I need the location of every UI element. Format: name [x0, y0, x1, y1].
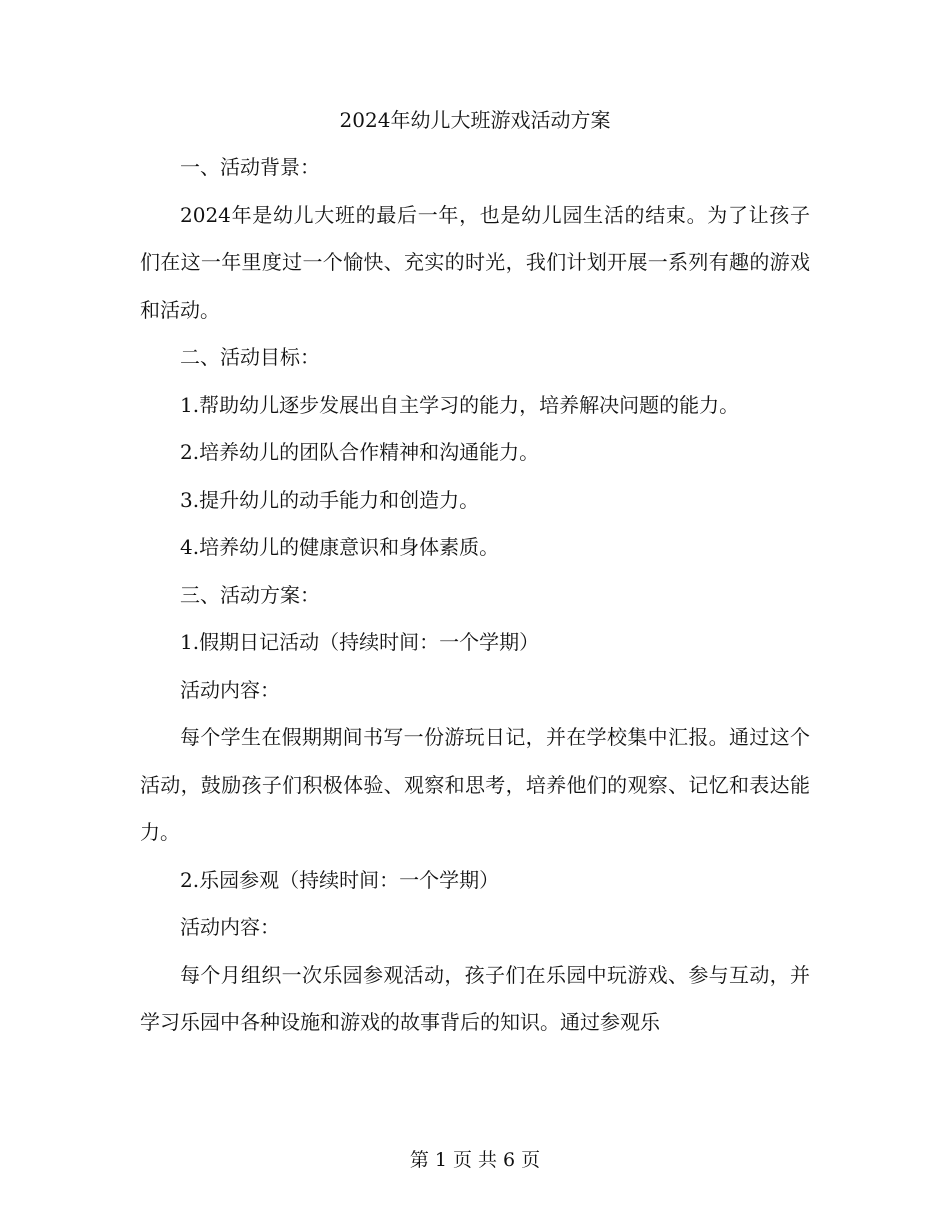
activity-description: 每个月组织一次乐园参观活动，孩子们在乐园中玩游戏、参与互动，并学习乐园中各种设施和游戏的故事背后的知识。通过参观乐 — [140, 962, 810, 1034]
paragraph-background: 2024年是幼儿大班的最后一年，也是幼儿园生活的结束。为了让孩子们在这一年里度过一个愉快、充实的时光，我们计划开展一系列有趣的游戏和活动。 — [140, 202, 810, 322]
activity-description: 每个学生在假期期间书写一份游玩日记，并在学校集中汇报。通过这个活动，鼓励孩子们积极体验、观察和思考，培养他们的观察、记忆和表达能力。 — [140, 725, 810, 844]
section-heading-background: 一、活动背景： — [180, 155, 320, 179]
page-number-footer: 第 1 页 共 6 页 — [409, 1149, 541, 1171]
activity-content-label: 活动内容： — [180, 915, 280, 939]
activity-title: 2.乐园参观（持续时间：一个学期） — [180, 867, 500, 892]
document-body — [140, 97, 810, 1047]
document-title: 2024年幼儿大班游戏活动方案 — [339, 108, 611, 132]
section-heading-goals: 二、活动目标： — [180, 345, 320, 369]
goal-item: 4.培养幼儿的健康意识和身体素质。 — [180, 535, 500, 559]
section-heading-plan: 三、活动方案： — [180, 582, 320, 607]
goal-item: 2.培养幼儿的团队合作精神和沟通能力。 — [180, 440, 540, 464]
goal-item: 1.帮助幼儿逐步发展出自主学习的能力，培养解决问题的能力。 — [180, 392, 740, 417]
activity-content-label: 活动内容： — [180, 677, 280, 702]
activity-title: 1.假期日记活动（持续时间：一个学期） — [180, 630, 540, 654]
goal-item: 3.提升幼儿的动手能力和创造力。 — [180, 487, 480, 512]
